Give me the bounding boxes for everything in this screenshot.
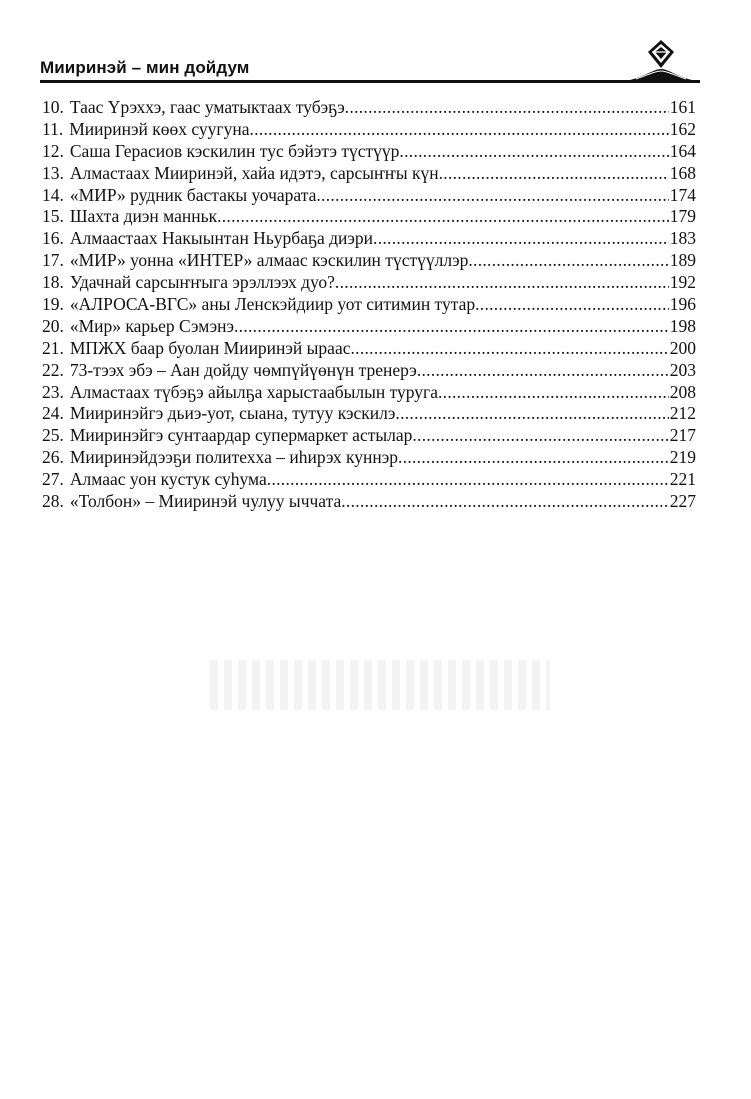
toc-entry-title: Алмастаах Мииринэй, хайа идэтэ, сарсыҥҥы күн [69, 162, 439, 183]
toc-dot-leader [316, 185, 668, 207]
toc-entry-page: 198 [669, 315, 696, 336]
toc-entry [42, 163, 696, 185]
toc-entry-number: 27. [42, 469, 64, 490]
toc-entry-number: 19. [42, 294, 64, 315]
toc-dot-leader [439, 163, 669, 185]
toc-entry-title: «Толбон» – Мииринэй чулуу ыччата [69, 491, 342, 512]
toc-entry [42, 425, 696, 447]
toc-entry-number: 26. [42, 447, 64, 468]
toc-dot-leader [267, 469, 669, 491]
toc-entry-page: 196 [669, 294, 696, 315]
toc-entry-title: Мииринэй көөх суугуна [69, 118, 250, 139]
toc-entry-title: «МИР» уонна «ИНТЕР» алмаас кэскилин түстүүллэр [69, 250, 469, 271]
toc-dot-leader [412, 425, 668, 447]
toc-entry-number: 17. [42, 250, 64, 271]
toc-entry [42, 491, 696, 513]
toc-entry-page: 192 [669, 272, 696, 293]
toc-entry [42, 294, 696, 316]
toc-entry [42, 403, 696, 425]
toc-entry-title: Таас Үрэххэ, гаас уматыктаах тубэҕэ [69, 97, 345, 117]
toc-entry [42, 469, 696, 491]
toc-entry [42, 272, 696, 294]
toc-entry-title: Мииринэйгэ дьиэ-уот, сыана, тутуу кэскилэ [69, 403, 396, 424]
toc-dot-leader [345, 97, 669, 119]
toc-entry-page: 164 [669, 140, 696, 161]
diamond-logo-icon [628, 38, 694, 82]
toc-entry-title: Шахта диэн манньк [69, 206, 218, 227]
toc-entry [42, 119, 696, 141]
toc-entry-page: 200 [669, 337, 696, 358]
toc-entry-page: 219 [669, 447, 696, 468]
toc-dot-leader [395, 403, 668, 425]
toc-entry-title: Мииринэйдээҕи политехха – иһирэх куннэр [69, 447, 398, 468]
toc-entry [42, 447, 696, 469]
toc-dot-leader [373, 228, 669, 250]
toc-entry-page: 174 [669, 184, 696, 205]
toc-entry-page: 217 [669, 425, 696, 446]
toc-entry-number: 28. [42, 491, 64, 512]
toc-entry-page: 221 [669, 469, 696, 490]
toc-entry [42, 360, 696, 382]
toc-dot-leader [417, 360, 669, 382]
toc-entry [42, 97, 696, 119]
toc-dot-leader [217, 206, 669, 228]
toc-entry [42, 185, 696, 207]
toc-entry [42, 250, 696, 272]
toc-entry-number: 14. [42, 184, 64, 205]
toc-entry-page: 179 [669, 206, 696, 227]
header-rule [40, 80, 700, 83]
toc-entry-number: 10. [42, 97, 64, 117]
toc-entry-title: «Мир» карьер Сэмэнэ [69, 315, 234, 336]
toc-entry-number: 15. [42, 206, 64, 227]
toc-entry [42, 141, 696, 163]
toc-entry [42, 206, 696, 228]
toc-dot-leader [350, 338, 668, 360]
toc-entry-number: 23. [42, 381, 64, 402]
toc-entry-number: 11. [42, 118, 64, 139]
toc-entry [42, 338, 696, 360]
toc-entry-number: 24. [42, 403, 64, 424]
toc-entry-page: 227 [669, 491, 696, 512]
toc-entry-number: 18. [42, 272, 64, 293]
toc-entry-number: 25. [42, 425, 64, 446]
toc-entry-number: 13. [42, 162, 64, 183]
toc-entry-page: 183 [669, 228, 696, 249]
table-of-contents [42, 97, 696, 513]
toc-entry-title: Алмастаах түбэҕэ айылҕа харыстаабылын туруга [69, 381, 438, 402]
toc-dot-leader [475, 294, 669, 316]
toc-entry-title: 73-тээх эбэ – Аан дойду чөмпүйүөнүн тренерэ [69, 359, 417, 380]
toc-entry-page: 203 [669, 359, 696, 380]
toc-entry [42, 316, 696, 338]
toc-entry [42, 228, 696, 250]
toc-entry-page: 168 [669, 162, 696, 183]
toc-dot-leader [398, 447, 669, 469]
toc-dot-leader [341, 491, 669, 513]
toc-entry-number: 20. [42, 315, 64, 336]
toc-entry-number: 12. [42, 140, 64, 161]
toc-entry-page: 208 [669, 381, 696, 402]
toc-dot-leader [249, 119, 668, 141]
toc-dot-leader [399, 141, 668, 163]
bleed-through-shadow [210, 660, 550, 710]
toc-entry-title: Алмаас уон кустук суһума [69, 469, 267, 490]
toc-dot-leader [234, 316, 669, 338]
toc-entry-title: Мииринэйгэ сунтаардар супермаркет астылар [69, 425, 413, 446]
toc-dot-leader [438, 382, 669, 404]
toc-entry-title: МПЖХ баар буолан Мииринэй ыраас [69, 337, 351, 358]
toc-entry-number: 21. [42, 337, 64, 358]
toc-entry-page: 161 [669, 97, 696, 117]
toc-dot-leader [335, 272, 669, 294]
toc-entry-title: Саша Герасиов кэскилин тус бэйэтэ түстүүр [69, 140, 400, 161]
toc-entry-number: 16. [42, 228, 64, 249]
toc-entry-title: «МИР» рудник бастакы уочарата [69, 184, 317, 205]
toc-entry-title: Алмаастаах Накыынтан Ньурбаҕа диэри [69, 228, 374, 249]
running-header-title: Мииринэй – мин дойдум [40, 58, 250, 77]
toc-entry-page: 162 [669, 118, 696, 139]
toc-entry-title: «АЛРОСА-ВГС» аны Ленскэйдиир уот ситимин тутар [69, 294, 476, 315]
toc-entry-title: Удачнай сарсыҥҥыга эрэллээх дуо? [69, 272, 335, 293]
toc-entry-page: 212 [669, 403, 696, 424]
toc-dot-leader [468, 250, 668, 272]
toc-entry [42, 382, 696, 404]
toc-entry-number: 22. [42, 359, 64, 380]
toc-entry-page: 189 [669, 250, 696, 271]
